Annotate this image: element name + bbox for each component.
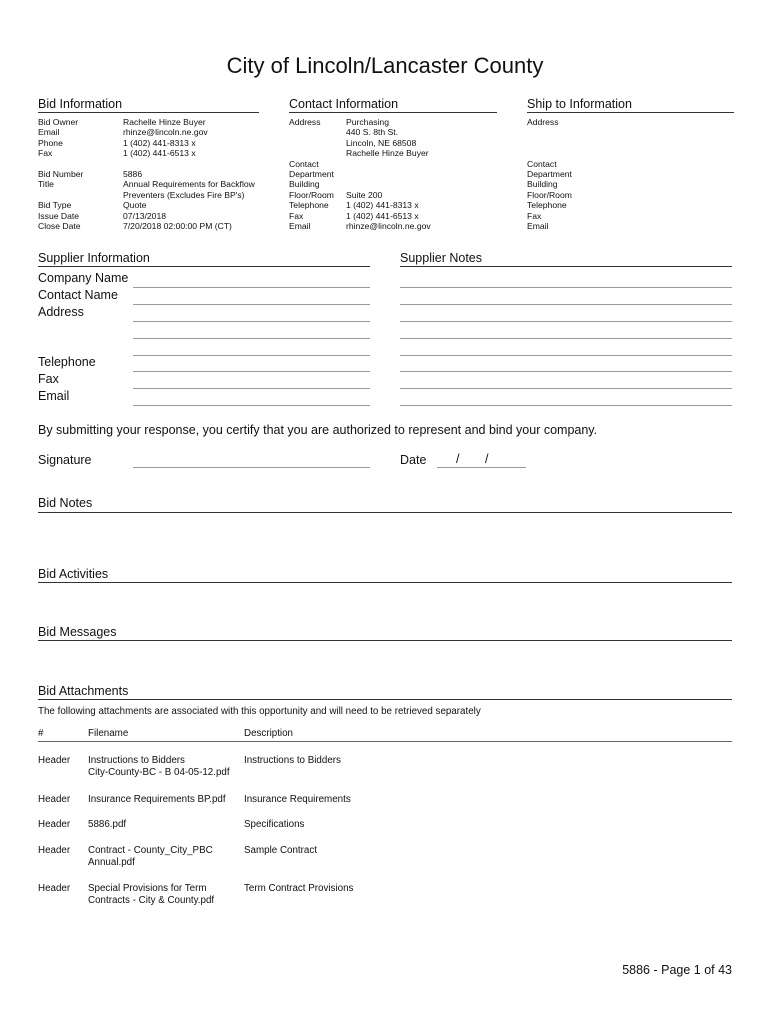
ship-floor-room-label: Floor/Room xyxy=(527,189,572,200)
attachment-row-4-type: Header xyxy=(38,845,71,856)
bid-owner-value: Rachelle Hinze Buyer xyxy=(123,117,206,127)
table-header-rule xyxy=(38,741,732,742)
telephone-field[interactable] xyxy=(133,371,370,372)
bid-activities-rule xyxy=(38,582,732,583)
bid-information-values xyxy=(123,117,255,231)
attachment-row-1-description: Instructions to Bidders xyxy=(244,755,341,766)
bid-email-value: rhinze@lincoln.ne.gov xyxy=(123,127,208,138)
ship-contact-label: Contact xyxy=(527,158,557,169)
filename-line: Special Provisions for Term xyxy=(88,883,207,894)
bid-number-label: Bid Number xyxy=(38,169,84,180)
bid-title-value-line2: Preventers (Excludes Fire BP's) xyxy=(123,189,245,200)
signature-field[interactable] xyxy=(133,467,370,468)
contact-name-label: Contact Name xyxy=(38,288,118,302)
bid-information-labels xyxy=(38,117,83,231)
contact-telephone-value: 1 (402) 441-8313 x xyxy=(346,200,419,211)
spacer xyxy=(38,190,83,200)
contact-contact-label: Contact xyxy=(289,158,319,169)
telephone-label: Telephone xyxy=(38,355,96,369)
contact-address-line2: 440 S. 8th St. xyxy=(346,127,399,138)
bid-number-value: 5886 xyxy=(123,169,143,180)
supplier-notes-line[interactable] xyxy=(400,371,732,372)
attachment-row-2-type: Header xyxy=(38,794,71,805)
ship-to-information-heading: Ship to Information xyxy=(527,97,734,113)
fax-field[interactable] xyxy=(133,388,370,389)
supplier-notes-line[interactable] xyxy=(400,338,732,339)
page-title: City of Lincoln/Lancaster County xyxy=(226,53,544,78)
ship-email-label: Email xyxy=(527,221,549,232)
column-header-filename: Filename xyxy=(88,728,129,739)
spacer xyxy=(123,159,255,169)
contact-information-values xyxy=(346,117,431,231)
bid-type-label: Bid Type xyxy=(38,200,72,211)
attachment-row-1-filename[interactable] xyxy=(88,755,230,779)
address-label: Address xyxy=(38,305,84,319)
supplier-information-heading: Supplier Information xyxy=(38,251,370,267)
contact-telephone-label: Telephone xyxy=(289,200,329,211)
attachment-row-4-filename[interactable] xyxy=(88,845,213,869)
ship-to-labels xyxy=(527,117,572,231)
spacer xyxy=(346,179,431,189)
contact-address-line4: Rachelle Hinze Buyer xyxy=(346,148,429,159)
issue-date-label: Issue Date xyxy=(38,210,80,221)
company-name-field[interactable] xyxy=(133,287,370,288)
contact-address-line3: Lincoln, NE 68508 xyxy=(346,137,417,148)
bid-notes-heading: Bid Notes xyxy=(38,496,93,510)
filename-line: Contract - County_City_PBC xyxy=(88,845,213,856)
ship-building-label: Building xyxy=(527,179,558,190)
supplier-notes-line[interactable] xyxy=(400,304,732,305)
filename-line: Insurance Requirements BP.pdf xyxy=(88,794,226,805)
close-date-label: Close Date xyxy=(38,221,81,232)
attachment-row-2-filename[interactable] xyxy=(88,794,226,806)
supplier-notes-line[interactable] xyxy=(400,355,732,356)
ship-fax-label: Fax xyxy=(527,210,542,221)
bid-phone-label: Phone xyxy=(38,137,63,148)
contact-address-line1: Purchasing xyxy=(346,117,389,127)
certification-statement: By submitting your response, you certify that you are authorized to represent and bind your company. xyxy=(38,423,598,437)
contact-email-label: Email xyxy=(289,221,311,232)
bid-type-value: Quote xyxy=(123,200,147,211)
column-header-description: Description xyxy=(244,728,294,739)
spacer xyxy=(346,169,431,179)
bid-email-label: Email xyxy=(38,127,60,138)
bid-title-label: Title xyxy=(38,179,54,190)
attachment-row-3-description: Specifications xyxy=(244,819,305,830)
spacer xyxy=(346,159,431,169)
spacer xyxy=(527,148,572,158)
ship-department-label: Department xyxy=(527,168,572,179)
signature-label: Signature xyxy=(38,453,92,467)
page-footer: 5886 - Page 1 of 43 xyxy=(622,963,732,977)
email-field[interactable] xyxy=(133,405,370,406)
attachment-row-5-type: Header xyxy=(38,883,71,894)
bid-attachments-rule xyxy=(38,699,732,700)
bid-information-heading: Bid Information xyxy=(38,97,259,113)
supplier-notes-line[interactable] xyxy=(400,287,732,288)
date-label: Date xyxy=(400,453,427,467)
supplier-notes-heading: Supplier Notes xyxy=(400,251,732,267)
supplier-notes-line[interactable] xyxy=(400,405,732,406)
email-label: Email xyxy=(38,389,70,403)
attachment-row-2-description: Insurance Requirements xyxy=(244,794,351,805)
attachment-row-5-description: Term Contract Provisions xyxy=(244,883,354,894)
filename-line: Instructions to Bidders xyxy=(88,755,185,766)
contact-email-value: rhinze@lincoln.ne.gov xyxy=(346,221,431,232)
address-field-line2[interactable] xyxy=(133,338,370,339)
attachment-row-5-filename[interactable] xyxy=(88,883,214,907)
contact-name-field[interactable] xyxy=(133,304,370,305)
contact-information-labels xyxy=(289,117,334,231)
attachment-row-3-type: Header xyxy=(38,819,71,830)
bid-owner-label: Bid Owner xyxy=(38,117,79,127)
address-field-line3[interactable] xyxy=(133,355,370,356)
contact-floor-room-value: Suite 200 xyxy=(346,189,383,200)
supplier-notes-line[interactable] xyxy=(400,388,732,389)
contact-information-heading: Contact Information xyxy=(289,97,497,113)
filename-line: Contracts - City & County.pdf xyxy=(88,895,215,906)
contact-department-label: Department xyxy=(289,168,334,179)
ship-address-label: Address xyxy=(527,117,559,127)
contact-fax-value: 1 (402) 441-6513 x xyxy=(346,210,419,221)
contact-fax-label: Fax xyxy=(289,210,304,221)
spacer xyxy=(527,127,572,137)
date-separator: / xyxy=(485,452,489,466)
contact-address-label: Address xyxy=(289,117,321,127)
date-separator: / xyxy=(456,452,460,466)
company-name-label: Company Name xyxy=(38,271,129,285)
bid-notes-rule xyxy=(38,512,732,513)
attachments-note: The following attachments are associated with this opportunity and will need to be retrieved separately xyxy=(38,706,481,717)
bid-attachments-heading: Bid Attachments xyxy=(38,684,129,698)
filename-line: 5886.pdf xyxy=(88,819,127,830)
contact-building-label: Building xyxy=(289,179,320,190)
address-field-line1[interactable] xyxy=(133,321,370,322)
bid-activities-heading: Bid Activities xyxy=(38,567,109,581)
bid-phone-value: 1 (402) 441-8313 x xyxy=(123,137,196,148)
column-header-number: # xyxy=(38,728,44,739)
spacer xyxy=(527,138,572,148)
supplier-notes-line[interactable] xyxy=(400,321,732,322)
fax-label: Fax xyxy=(38,372,59,386)
contact-floor-room-label: Floor/Room xyxy=(289,189,334,200)
filename-line: City-County-BC - B 04-05-12.pdf xyxy=(88,767,230,778)
spacer xyxy=(289,127,334,137)
issue-date-value: 07/13/2018 xyxy=(123,210,167,221)
date-field[interactable] xyxy=(437,467,526,468)
bid-fax-value: 1 (402) 441-6513 x xyxy=(123,148,196,159)
bid-fax-label: Fax xyxy=(38,148,53,159)
attachment-row-4-description: Sample Contract xyxy=(244,845,317,856)
filename-line: Annual.pdf xyxy=(88,857,135,868)
spacer xyxy=(289,148,334,158)
ship-telephone-label: Telephone xyxy=(527,200,567,211)
spacer xyxy=(289,138,334,148)
attachment-row-1-type: Header xyxy=(38,755,71,766)
bid-messages-rule xyxy=(38,640,732,641)
spacer xyxy=(38,159,83,169)
bid-messages-heading: Bid Messages xyxy=(38,625,117,639)
attachment-row-3-filename[interactable] xyxy=(88,819,126,831)
close-date-value: 7/20/2018 02:00:00 PM (CT) xyxy=(123,221,232,232)
bid-title-value-line1: Annual Requirements for Backflow xyxy=(123,179,255,190)
